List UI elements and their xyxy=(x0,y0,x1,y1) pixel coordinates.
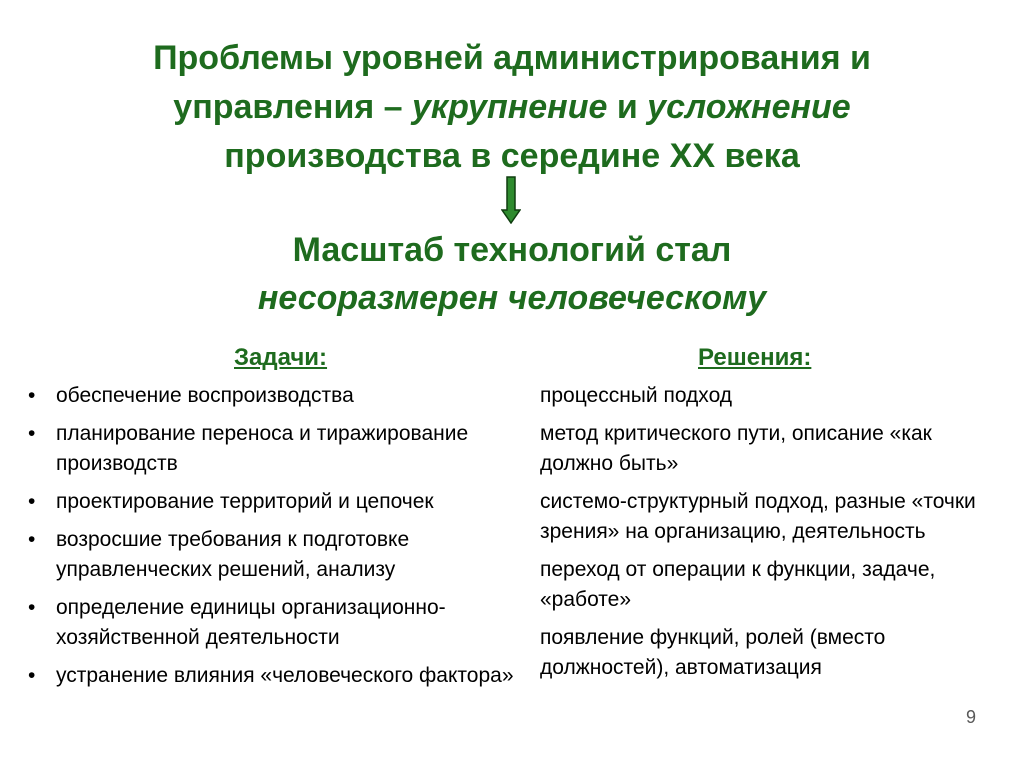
title-emphasis-1: укрупнение xyxy=(412,88,608,126)
solutions-list xyxy=(540,381,980,691)
tasks-list xyxy=(28,381,528,699)
title-line-1: Проблемы уровней администрирования и xyxy=(153,39,871,77)
task-item xyxy=(28,661,528,691)
solution-item: переход от операции к функции, задаче, «работе» xyxy=(540,558,936,611)
bullet-icon: • xyxy=(28,384,36,407)
title-emphasis-2: усложнение xyxy=(647,88,851,126)
bullet-icon: • xyxy=(28,664,36,687)
solution-item: появление функций, ролей (вместо должностей), автоматизация xyxy=(540,626,886,679)
task-item xyxy=(28,381,528,411)
slide-subtitle xyxy=(40,226,984,322)
subtitle-line-1: Масштаб технологий стал xyxy=(292,231,732,269)
page-number: 9 xyxy=(965,707,976,727)
bullet-icon: • xyxy=(28,490,36,513)
subtitle-line-2: несоразмерен человеческому xyxy=(257,279,767,317)
task-text: устранение влияния «человеческого фактора» xyxy=(56,664,514,687)
title-line-2-mid: и xyxy=(607,88,648,126)
task-text: обеспечение воспроизводства xyxy=(56,384,354,407)
bullet-icon: • xyxy=(28,422,36,445)
solutions-heading: Решения: xyxy=(698,344,812,371)
bullet-icon: • xyxy=(28,528,36,551)
title-line-3: производства в середине XX века xyxy=(224,137,800,175)
task-text: определение единицы организационно-хозяйственной деятельности xyxy=(56,596,446,649)
task-item xyxy=(28,525,528,585)
solution-item: системо-структурный подход, разные «точки зрения» на организацию, деятельность xyxy=(540,490,976,543)
bullet-icon: • xyxy=(28,596,36,619)
solution-item: процессный подход xyxy=(540,384,733,407)
task-item xyxy=(28,487,528,517)
task-item xyxy=(28,419,528,479)
tasks-heading: Задачи: xyxy=(234,344,328,371)
task-text: возросшие требования к подготовке управленческих решений, анализу xyxy=(56,528,410,581)
title-line-2-prefix: управления – xyxy=(173,88,412,126)
title-line-2 xyxy=(40,83,984,132)
slide-title xyxy=(40,34,984,181)
task-item xyxy=(28,593,528,653)
task-text: проектирование территорий и цепочек xyxy=(56,490,434,513)
arrow-down-icon xyxy=(501,176,521,224)
solution-item: метод критического пути, описание «как должно быть» xyxy=(540,422,932,475)
task-text: планирование переноса и тиражирование производств xyxy=(56,422,469,475)
